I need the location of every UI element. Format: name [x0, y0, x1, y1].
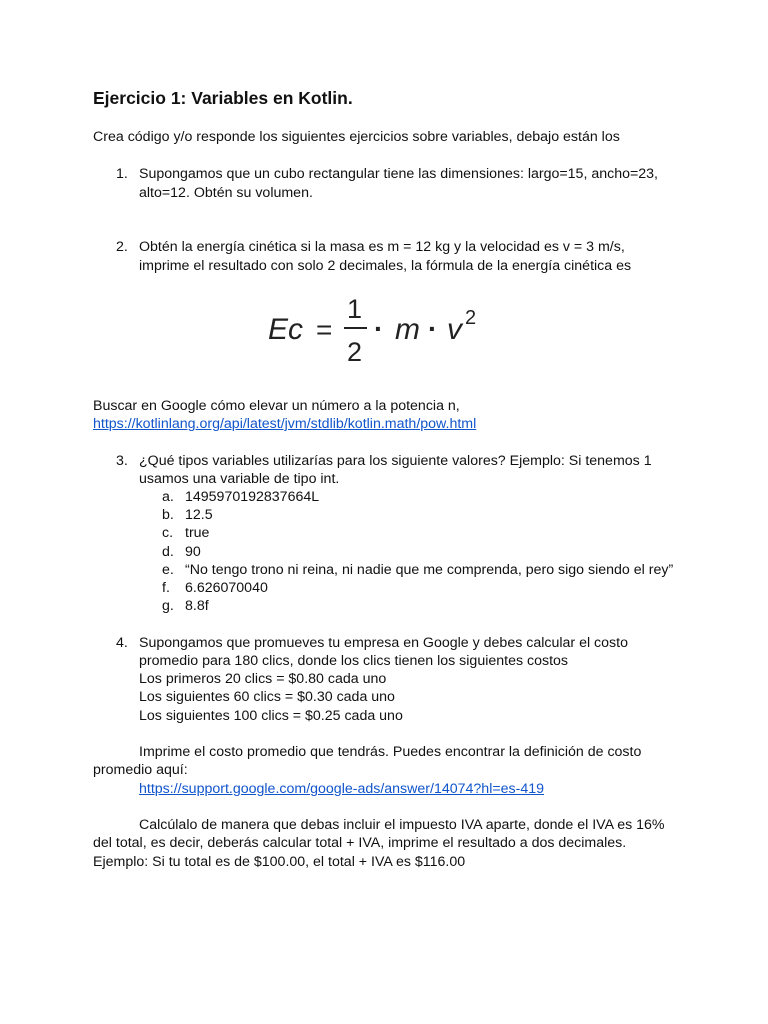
kinetic-energy-formula — [266, 292, 486, 364]
q1-number: 1. — [116, 166, 128, 182]
page-title: Ejercicio 1: Variables en Kotlin. — [93, 88, 353, 108]
q4-line1: Supongamos que promueves tu empresa en Google y debes calcular el costo — [139, 635, 628, 651]
formula-numerator: 1 — [347, 294, 363, 324]
q3-item-value: 6.626070040 — [185, 580, 268, 596]
iva-line1: Calcúlalo de manera que debas incluir el impuesto IVA aparte, donde el IVA es 16% — [139, 817, 665, 833]
q1-line2: alto=12. Obtén su volumen. — [139, 185, 313, 201]
q4-cost-tier-1: Los primeros 20 clics = $0.80 cada uno — [139, 671, 387, 687]
q4-line2: promedio para 180 clics, donde los clics tienen los siguientes costos — [139, 653, 569, 669]
q3-line2: usamos una variable de tipo int. — [139, 471, 340, 487]
q3-item-letter: d. — [162, 544, 174, 560]
q4-cost-tier-2: Los siguientes 60 clics = $0.30 cada uno — [139, 689, 395, 705]
formula-v: v — [447, 313, 462, 346]
formula-lhs: Ec — [268, 313, 304, 346]
intro-text: Crea código y/o responde los siguientes ejercicios sobre variables, debajo están los — [93, 129, 620, 145]
avg-line2: promedio aquí: — [93, 762, 188, 778]
q3-item-letter: f. — [162, 580, 170, 596]
q1-line1: Supongamos que un cubo rectangular tiene las dimensiones: largo=15, ancho=23, — [139, 166, 658, 182]
formula-denominator: 2 — [347, 337, 363, 364]
q3-number: 3. — [116, 453, 128, 469]
q3-item-value: “No tengo trono ni reina, ni nadie que me comprenda, pero sigo siendo el rey” — [185, 562, 674, 578]
iva-line3: Ejemplo: Si tu total es de $100.00, el total + IVA es $116.00 — [93, 854, 466, 870]
q2-line2: imprime el resultado con solo 2 decimales, la fórmula de la energía cinética es — [139, 258, 632, 274]
avg-line1: Imprime el costo promedio que tendrás. Puedes encontrar la definición de costo — [139, 744, 642, 760]
formula-exponent: 2 — [465, 307, 477, 329]
q2-number: 2. — [116, 239, 128, 255]
kotlin-pow-link[interactable]: https://kotlinlang.org/api/latest/jvm/stdlib/kotlin.math/pow.html — [93, 416, 477, 432]
q4-cost-tier-3: Los siguientes 100 clics = $0.25 cada uno — [139, 708, 403, 724]
search-hint-text: Buscar en Google cómo elevar un número a la potencia n, — [93, 398, 460, 414]
q3-item-letter: a. — [162, 489, 174, 505]
q3-item-letter: g. — [162, 598, 174, 614]
q3-item-value: 90 — [185, 544, 201, 560]
formula-equals: = — [316, 314, 333, 345]
formula-dot-2: · — [428, 313, 438, 344]
q3-item-value: 8.8f — [185, 598, 209, 614]
q3-item-letter: b. — [162, 507, 174, 523]
q3-item-value: 12.5 — [185, 507, 213, 523]
q4-number: 4. — [116, 635, 128, 651]
q3-item-value: true — [185, 525, 210, 541]
formula-m: m — [395, 313, 420, 346]
q3-item-letter: e. — [162, 562, 174, 578]
q3-item-value: 1495970192837664L — [185, 489, 320, 505]
q3-line1: ¿Qué tipos variables utilizarías para los siguiente valores? Ejemplo: Si tenemos 1 — [139, 453, 652, 469]
google-ads-link[interactable]: https://support.google.com/google-ads/answer/14074?hl=es-419 — [139, 781, 545, 797]
q2-line1: Obtén la energía cinética si la masa es m = 12 kg y la velocidad es v = 3 m/s, — [139, 239, 625, 255]
q3-item-letter: c. — [162, 525, 174, 541]
formula-dot-1: · — [374, 313, 384, 344]
iva-line2: del total, es decir, deberás calcular total + IVA, imprime el resultado a dos decimales. — [93, 835, 627, 851]
